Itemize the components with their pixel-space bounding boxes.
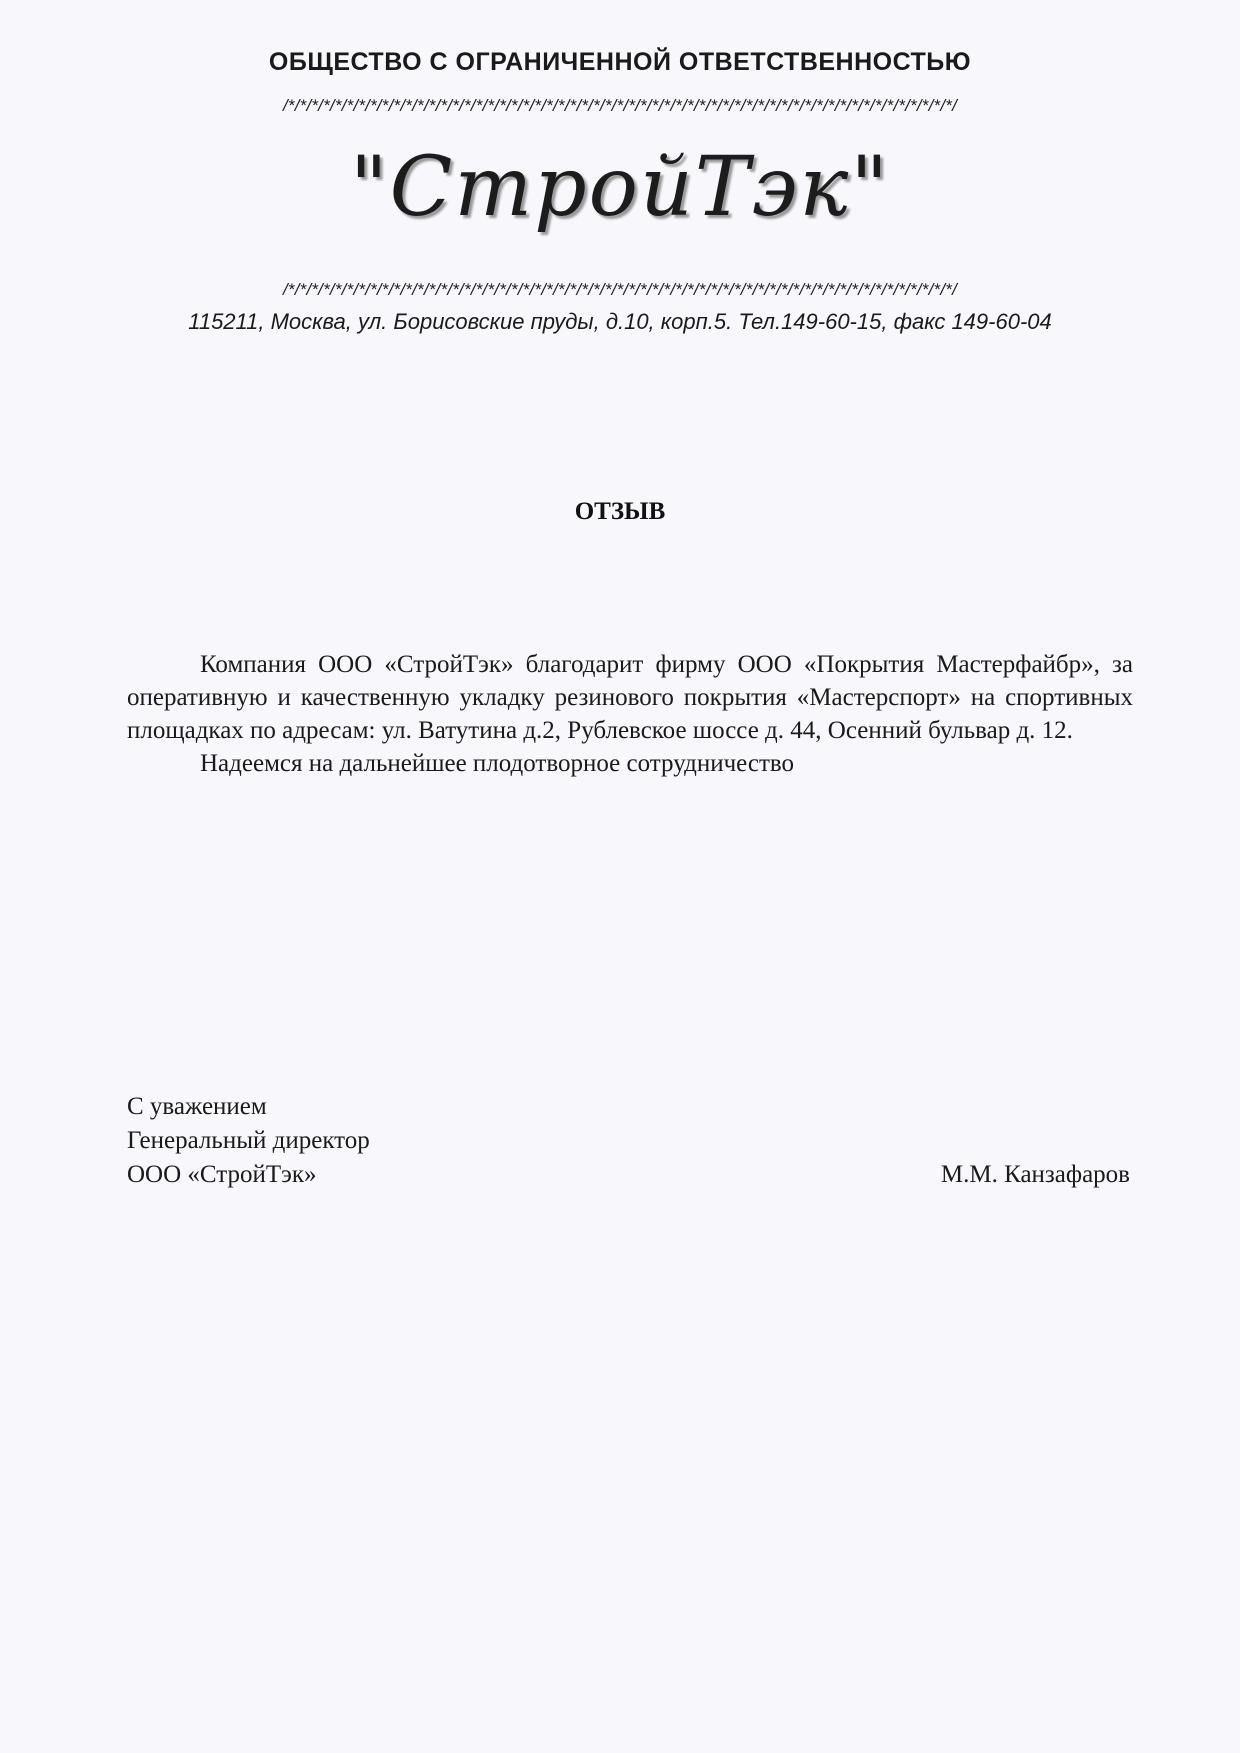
- closing-block: [127, 1090, 370, 1192]
- signer-name: М.М. Канзафаров: [940, 1161, 1130, 1188]
- closing-company: ООО «СтройТэк»: [127, 1161, 317, 1188]
- body-paragraph-1: Компания ООО «СтройТэк» благодарит фирму ООО «Покрытия Мастерфайбр», за оперативную и качественную укладку резинового покрытия «Мастерспорт» на спортивных площадках по адресам: ул. Ватутина д.2, Рублевское шоссе д. 44, Осенний бульвар д. 12.: [127, 651, 1133, 744]
- company-address: 115211, Москва, ул. Борисовские пруды, д.10, корп.5. Тел.149-60-15, факс 149-60-04: [188, 309, 1052, 334]
- letter-body: [127, 648, 1133, 780]
- body-paragraph-2: Надеемся на дальнейшее плодотворное сотрудничество: [200, 750, 795, 777]
- closing-regards: С уважением: [127, 1093, 267, 1120]
- document-title: ОТЗЫВ: [574, 498, 666, 525]
- org-form-heading: ОБЩЕСТВО С ОГРАНИЧЕННОЙ ОТВЕТСТВЕННОСТЬЮ: [268, 48, 972, 76]
- divider-bottom: /*/*/*/*/*/*/*/*/*/*/*/*/*/*/*/*/*/*/*/*/*/*/*/*/*/*/*/*/*/*/*/*/*/*/*/*/*/*/*/*/*/*/*/*/*/*/*/*/*/*/*/*/*/*/*/*/*/: [282, 280, 958, 299]
- closing-position: Генеральный директор: [127, 1127, 370, 1154]
- company-logo: "СтройТэк": [349, 140, 891, 235]
- divider-top: /*/*/*/*/*/*/*/*/*/*/*/*/*/*/*/*/*/*/*/*/*/*/*/*/*/*/*/*/*/*/*/*/*/*/*/*/*/*/*/*/*/*/*/*/*/*/*/*/*/*/*/*/*/*/*/*/*/: [282, 96, 958, 115]
